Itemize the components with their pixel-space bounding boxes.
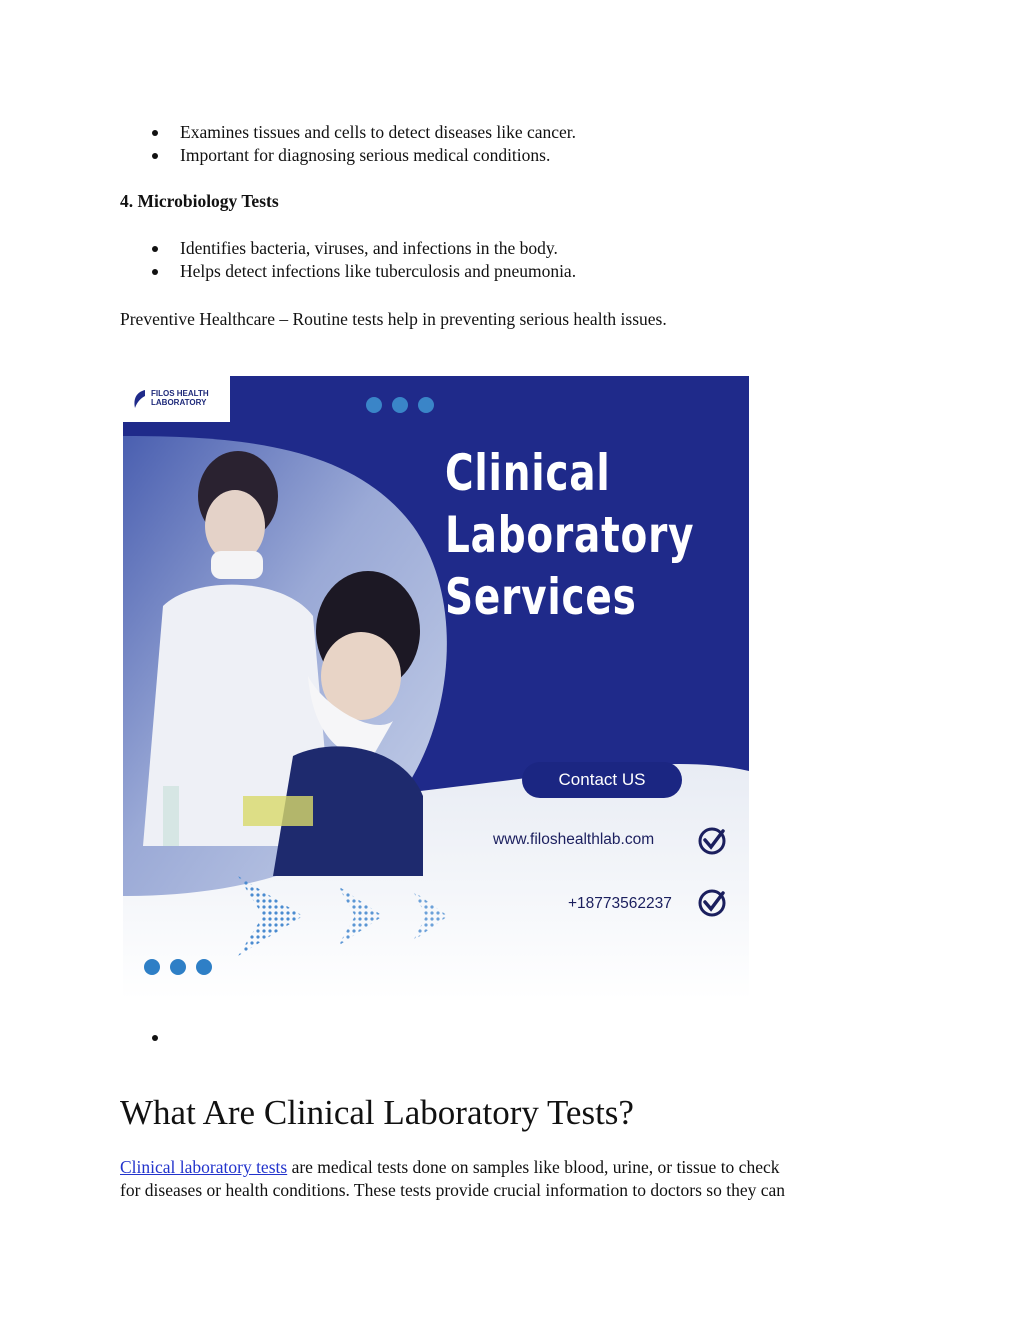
intro-paragraph bbox=[120, 1156, 910, 1202]
website-text: www.filoshealthlab.com bbox=[493, 831, 655, 848]
list-item: Identifies bacteria, viruses, and infections in the body. bbox=[120, 237, 576, 260]
clinical-lab-banner-image bbox=[123, 376, 749, 1000]
list-item: Important for diagnosing serious medical conditions. bbox=[120, 144, 576, 167]
intro-line-1 bbox=[120, 1156, 910, 1179]
pathology-bullet-list bbox=[120, 121, 576, 167]
list-item: Helps detect infections like tuberculosis and pneumonia. bbox=[120, 260, 576, 283]
empty-bullet-list bbox=[120, 1026, 184, 1049]
preventive-paragraph: Preventive Healthcare – Routine tests help in preventing serious health issues. bbox=[120, 309, 667, 329]
phone-text: +18773562237 bbox=[568, 895, 672, 912]
intro-line-2: for diseases or health conditions. These tests provide crucial information to doctors so they can bbox=[120, 1180, 785, 1200]
banner-title-line: Services bbox=[445, 568, 637, 626]
contact-us-button: Contact US bbox=[522, 762, 682, 798]
section-title: What Are Clinical Laboratory Tests? bbox=[120, 1093, 634, 1132]
banner-title-line: Laboratory bbox=[445, 506, 695, 564]
banner-title-line: Clinical bbox=[445, 444, 611, 502]
logo-text-line2: LABORATORY bbox=[151, 398, 207, 407]
banner-title bbox=[445, 442, 695, 628]
wing-logo-icon bbox=[131, 388, 147, 410]
lab-logo bbox=[123, 376, 230, 422]
list-item bbox=[120, 1026, 184, 1049]
microbiology-heading: 4. Microbiology Tests bbox=[120, 191, 279, 211]
clinical-lab-tests-link[interactable]: Clinical laboratory tests bbox=[120, 1157, 288, 1177]
intro-line-1-text: are medical tests done on samples like blood, urine, or tissue to check bbox=[287, 1157, 780, 1177]
list-item: Examines tissues and cells to detect diseases like cancer. bbox=[120, 121, 576, 144]
logo-text-line1: FILOS HEALTH bbox=[151, 389, 209, 398]
microbiology-bullet-list bbox=[120, 237, 576, 283]
